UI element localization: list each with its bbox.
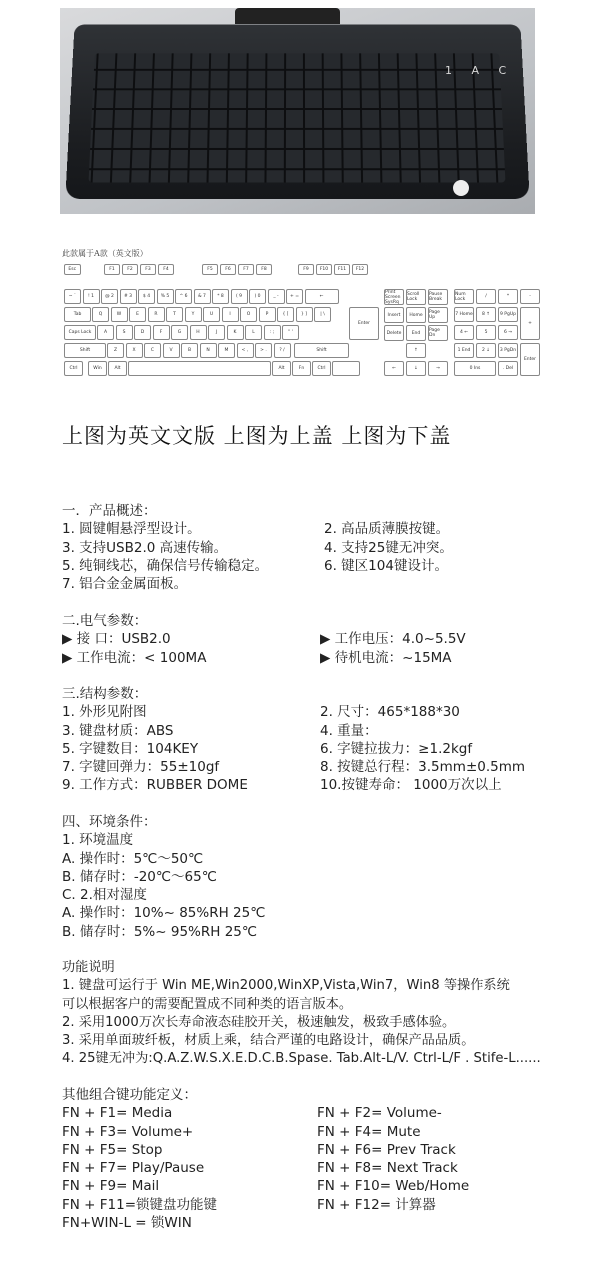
spec-left: 3. 键盘材质：ABS bbox=[62, 722, 174, 739]
key-arrow-left: ← bbox=[384, 361, 404, 376]
key-numpad: 6 → bbox=[498, 325, 518, 340]
text-line: B. 储存时：5%~ 95%RH 25℃ bbox=[62, 923, 258, 940]
key-nav-top: Scroll Lock bbox=[406, 289, 426, 305]
key-number-row: ) 0 bbox=[249, 289, 266, 304]
key-a-row: G bbox=[171, 325, 188, 340]
key-f3: F3 bbox=[140, 264, 156, 275]
spec-left: 7. 铝合金金属面板。 bbox=[62, 576, 188, 593]
key-number-row: * 8 bbox=[212, 289, 229, 304]
spec-row bbox=[62, 1196, 469, 1214]
section-environment bbox=[62, 813, 265, 941]
key-number-row: ( 9 bbox=[231, 289, 248, 304]
spec-left: FN + F9= Mail bbox=[62, 1178, 160, 1195]
spec-row bbox=[62, 776, 525, 794]
spec-left: FN + F5= Stop bbox=[62, 1141, 163, 1158]
key-bottom-row: Win bbox=[88, 361, 107, 376]
section-title: 二.电气参数： bbox=[62, 613, 148, 629]
spec-right: 4. 重量： bbox=[320, 722, 378, 739]
key-numpad: 7 Home bbox=[454, 307, 474, 322]
key-numpad: 9 PgUp bbox=[498, 307, 518, 322]
spec-row bbox=[62, 539, 453, 557]
section-electrical bbox=[62, 612, 466, 667]
key-z-row: M bbox=[218, 343, 235, 358]
key-number-row: _ - bbox=[268, 289, 285, 304]
keyboard-cable-handle bbox=[235, 8, 340, 24]
key-esc: Esc bbox=[64, 264, 81, 275]
key-numpad-0: 0 Ins bbox=[454, 361, 496, 376]
key-a-row: S bbox=[116, 325, 133, 340]
key-bottom-row: Fn bbox=[292, 361, 311, 376]
key-q-row: Y bbox=[185, 307, 202, 322]
key-z-row: < , bbox=[237, 343, 254, 358]
text-line: A. 操作时：10%~ 85%RH 25℃ bbox=[62, 905, 266, 922]
spec-row bbox=[62, 1177, 469, 1195]
spec-right: 4. 支持25键无冲突。 bbox=[324, 539, 453, 556]
key-number-row: @ 2 bbox=[101, 289, 118, 304]
key-f12: F12 bbox=[352, 264, 368, 275]
text-line: 2. 采用1000万次长寿命液态硅胶开关，极速触发，极致手感体验。 bbox=[62, 1014, 456, 1030]
key-z-row: B bbox=[181, 343, 198, 358]
keyboard-brand-text: 1 A C bbox=[445, 64, 515, 77]
spec-left: 5. 纯铜线芯，确保信号传输稳定。 bbox=[62, 557, 269, 574]
key-a-row: K bbox=[227, 325, 244, 340]
layout-caption: 此款属于A款（英文版） bbox=[62, 249, 148, 258]
section-structure bbox=[62, 685, 525, 795]
key-numpad: 3 PgDn bbox=[498, 343, 518, 358]
key-z-row: ? / bbox=[274, 343, 291, 358]
key-f8: F8 bbox=[256, 264, 272, 275]
key-f11: F11 bbox=[334, 264, 350, 275]
section-overview bbox=[62, 502, 453, 593]
spec-right: FN + F2= Volume- bbox=[317, 1105, 442, 1122]
spec-row bbox=[62, 649, 466, 667]
key-a-row: F bbox=[153, 325, 170, 340]
keyboard-logo bbox=[453, 180, 469, 196]
key-number-row: $ 4 bbox=[138, 289, 155, 304]
key-q-row: I bbox=[222, 307, 239, 322]
key-z-row: C bbox=[144, 343, 161, 358]
spec-row bbox=[62, 575, 453, 593]
key-z-row: V bbox=[163, 343, 180, 358]
spec-right: 2. 高品质薄膜按键。 bbox=[324, 521, 450, 538]
key-bottom-row: Ctrl bbox=[64, 361, 83, 376]
key-a-row: " ' bbox=[282, 325, 299, 340]
key-q-row: U bbox=[203, 307, 220, 322]
key-a-row: J bbox=[208, 325, 225, 340]
section-title: 功能说明 bbox=[62, 960, 115, 975]
spec-left: 1. 外形见附图 bbox=[62, 704, 147, 721]
key-nav: Page Dn bbox=[428, 325, 448, 341]
key-nav: Home bbox=[406, 307, 426, 323]
key-shift-right: Shift bbox=[294, 343, 349, 358]
text-line: 1. 环境温度 bbox=[62, 832, 134, 849]
spec-row bbox=[62, 722, 525, 740]
key-number-row: ! 1 bbox=[83, 289, 100, 304]
section-functions bbox=[62, 959, 541, 1069]
key-f2: F2 bbox=[122, 264, 138, 275]
key-q-row: { [ bbox=[277, 307, 294, 322]
key-space bbox=[128, 361, 271, 376]
key-a-row: : ; bbox=[264, 325, 281, 340]
key-numpad: 8 ↑ bbox=[476, 307, 496, 322]
spec-row bbox=[62, 1141, 469, 1159]
key-q-row: } ] bbox=[296, 307, 313, 322]
text-line: 4. 25键无冲为:Q.A.Z.W.S.X.E.D.C.B.Spase. Tab.Alt-L/V. Ctrl-L/F . Stife-L...... bbox=[62, 1051, 541, 1067]
section-title: 三.结构参数： bbox=[62, 686, 148, 702]
section-combos bbox=[62, 1086, 469, 1232]
spec-right: 10.按键寿命： 1000万次以上 bbox=[320, 777, 502, 794]
spec-right: FN + F6= Prev Track bbox=[317, 1141, 456, 1158]
key-numpad: * bbox=[498, 289, 518, 304]
spec-right: 6. 键区104键设计。 bbox=[324, 557, 448, 574]
spec-row bbox=[62, 1123, 469, 1141]
headline: 上图为英文文版 上图为上盖 上图为下盖 bbox=[62, 424, 452, 448]
text-line: B. 储存时：-20℃～65℃ bbox=[62, 868, 217, 885]
key-q-row: T bbox=[166, 307, 183, 322]
key-nav: Page Up bbox=[428, 307, 448, 323]
spec-left: ▶ 工作电流：< 100MA bbox=[62, 649, 207, 666]
key-q-row: E bbox=[129, 307, 146, 322]
key-q-row: R bbox=[148, 307, 165, 322]
key-z-row: Z bbox=[107, 343, 124, 358]
key-bottom-row: Alt bbox=[272, 361, 291, 376]
key-q-row: W bbox=[111, 307, 128, 322]
spec-left: 3. 支持USB2.0 高速传输。 bbox=[62, 539, 228, 556]
key-caps: Caps Lock bbox=[64, 325, 96, 340]
key-nav: Delete bbox=[384, 325, 404, 341]
key-menu bbox=[332, 361, 360, 376]
spec-left: FN + F1= Media bbox=[62, 1105, 173, 1122]
key-bottom-row: Ctrl bbox=[312, 361, 331, 376]
keyboard-keys-photo bbox=[89, 53, 506, 182]
key-arrow-up: ↑ bbox=[406, 343, 426, 358]
key-number-row: + = bbox=[286, 289, 303, 304]
spec-left: FN + F7= Play/Pause bbox=[62, 1160, 205, 1177]
spec-right: FN + F10= Web/Home bbox=[317, 1178, 470, 1195]
key-nav: Insert bbox=[384, 307, 404, 323]
key-q-row: | \ bbox=[314, 307, 331, 322]
spec-right: 6. 字键拉拔力：≥1.2kgf bbox=[320, 740, 473, 757]
keyboard-body bbox=[65, 25, 529, 199]
spec-right: FN + F4= Mute bbox=[317, 1123, 421, 1140]
key-f6: F6 bbox=[220, 264, 236, 275]
spec-row bbox=[62, 557, 453, 575]
key-numpad: - bbox=[520, 289, 540, 304]
key-enter: Enter bbox=[349, 307, 379, 340]
spec-row bbox=[62, 1104, 469, 1122]
key-tab: Tab bbox=[64, 307, 91, 322]
key-nav-top: Pause Break bbox=[428, 289, 448, 305]
text-line: A. 操作时：5℃～50℃ bbox=[62, 850, 204, 867]
key-bottom-row: Alt bbox=[108, 361, 127, 376]
key-z-row: > . bbox=[255, 343, 272, 358]
key-arrow-right: → bbox=[428, 361, 448, 376]
spec-row bbox=[62, 1159, 469, 1177]
key-q-row: Q bbox=[92, 307, 109, 322]
key-z-row: N bbox=[200, 343, 217, 358]
text-line: C. 2.相对湿度 bbox=[62, 887, 147, 904]
key-arrow-down: ↓ bbox=[406, 361, 426, 376]
section-title: 一．产品概述： bbox=[62, 503, 157, 519]
spec-left: 5. 字键数目：104KEY bbox=[62, 740, 199, 757]
spec-right: 8. 按键总行程：3.5mm±0.5mm bbox=[320, 759, 526, 776]
key-number-row: ^ 6 bbox=[175, 289, 192, 304]
spec-row bbox=[62, 520, 453, 538]
key-f7: F7 bbox=[238, 264, 254, 275]
key-backspace: ← bbox=[305, 289, 339, 304]
spec-row bbox=[62, 740, 525, 758]
key-f9: F9 bbox=[298, 264, 314, 275]
spec-left: FN+WIN-L = 锁WIN bbox=[62, 1215, 192, 1232]
key-number-row: ~ ` bbox=[64, 289, 81, 304]
spec-right: FN + F8= Next Track bbox=[317, 1160, 458, 1177]
key-f1: F1 bbox=[104, 264, 120, 275]
key-numpad: Num Lock bbox=[454, 289, 474, 304]
spec-right: ▶ 工作电压：4.0~5.5V bbox=[320, 631, 466, 648]
text-line: 1. 键盘可运行于 Win ME,Win2000,WinXP,Vista,Win7，Win8 等操作系统 bbox=[62, 978, 510, 994]
key-numpad: 2 ↓ bbox=[476, 343, 496, 358]
key-q-row: O bbox=[240, 307, 257, 322]
key-z-row: X bbox=[126, 343, 143, 358]
key-numpad: 4 ← bbox=[454, 325, 474, 340]
key-nav: End bbox=[406, 325, 426, 341]
spec-right: FN + F12= 计算器 bbox=[317, 1196, 436, 1213]
key-numpad-plus: + bbox=[520, 307, 540, 340]
text-line: 可以根据客户的需要配置成不同种类的语言版本。 bbox=[62, 996, 353, 1012]
key-q-row: P bbox=[259, 307, 276, 322]
spec-row bbox=[62, 758, 525, 776]
key-nav-top: Print Screen SysRq bbox=[384, 289, 404, 305]
key-a-row: D bbox=[134, 325, 151, 340]
spec-row bbox=[62, 630, 466, 648]
section-title: 其他组合键功能定义： bbox=[62, 1087, 197, 1103]
key-number-row: % 5 bbox=[157, 289, 174, 304]
key-a-row: H bbox=[190, 325, 207, 340]
keyboard-photo bbox=[60, 8, 535, 214]
spec-right: 2. 尺寸：465*188*30 bbox=[320, 704, 460, 721]
text-line: 3. 采用单面玻纤板，材质上乘，结合严谨的电路设计，确保产品品质。 bbox=[62, 1033, 475, 1049]
key-numpad: / bbox=[476, 289, 496, 304]
section-title: 四、环境条件： bbox=[62, 814, 157, 830]
key-shift-left: Shift bbox=[64, 343, 106, 358]
key-numpad-enter: Enter bbox=[520, 343, 540, 376]
key-number-row: & 7 bbox=[194, 289, 211, 304]
key-numpad: 1 End bbox=[454, 343, 474, 358]
key-f5: F5 bbox=[202, 264, 218, 275]
spec-left: 9. 工作方式：RUBBER DOME bbox=[62, 777, 248, 794]
spec-left: 7. 字键回弹力：55±10gf bbox=[62, 759, 220, 776]
keyboard-layout-diagram bbox=[62, 262, 544, 392]
key-numpad-del: . Del bbox=[498, 361, 518, 376]
key-f10: F10 bbox=[316, 264, 332, 275]
spec-left: ▶ 接 口：USB2.0 bbox=[62, 631, 171, 648]
key-f4: F4 bbox=[158, 264, 174, 275]
spec-row bbox=[62, 1214, 469, 1232]
spec-left: FN + F3= Volume+ bbox=[62, 1123, 194, 1140]
key-a-row: L bbox=[245, 325, 262, 340]
spec-left: 1. 圆键帽悬浮型设计。 bbox=[62, 521, 201, 538]
key-a-row: A bbox=[97, 325, 114, 340]
spec-right: ▶ 待机电流：~15MA bbox=[320, 649, 452, 666]
spec-left: FN + F11=锁键盘功能键 bbox=[62, 1196, 218, 1213]
key-number-row: # 3 bbox=[120, 289, 137, 304]
spec-row bbox=[62, 703, 525, 721]
key-numpad: 5 bbox=[476, 325, 496, 340]
